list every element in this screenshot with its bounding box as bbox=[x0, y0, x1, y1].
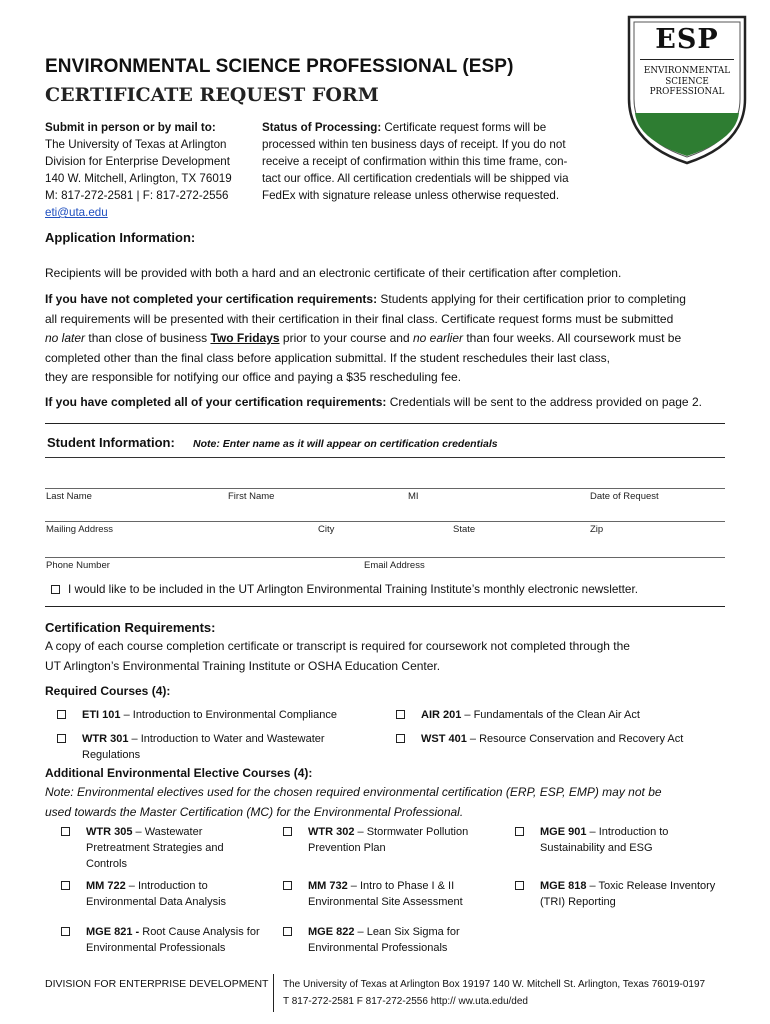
course-checkbox[interactable] bbox=[61, 881, 70, 890]
page-title: ENVIRONMENTAL SCIENCE PROFESSIONAL (ESP) bbox=[45, 56, 514, 77]
p2-c-1: than close of business bbox=[85, 331, 211, 345]
elective-heading: Additional Environmental Elective Courses (4): bbox=[45, 766, 313, 780]
course-title: – Introduction to Environmental Compliance bbox=[120, 709, 337, 721]
logo-abbr: ESP bbox=[655, 24, 719, 55]
course-eti-101[interactable] bbox=[57, 707, 377, 725]
course-title-2: Environmental Professionals bbox=[86, 942, 226, 954]
section-divider bbox=[45, 423, 725, 424]
application-p1: Recipients will be provided with both a hard and an electronic certificate of their certification after completion. bbox=[45, 266, 622, 280]
course-checkbox[interactable] bbox=[396, 734, 405, 743]
newsletter-option[interactable] bbox=[51, 582, 638, 596]
p2-a: Students applying for their certification prior to completing bbox=[377, 292, 686, 306]
p2-c-it2: no earlier bbox=[412, 331, 464, 345]
requirements-heading: Certification Requirements: bbox=[45, 620, 216, 635]
status-line: FedEx with signature release unless otherwise requested. bbox=[262, 189, 560, 202]
course-wtr-305[interactable] bbox=[61, 824, 266, 874]
newsletter-label: I would like to be included in the UT Arlington Environmental Training Institute’s monthly electronic newsletter. bbox=[68, 582, 639, 596]
footer-divider bbox=[273, 974, 274, 1012]
course-code: WTR 305 bbox=[86, 826, 133, 838]
course-code: ETI 101 bbox=[82, 709, 121, 721]
p3-bold: If you have completed all of your certification requirements: bbox=[45, 395, 387, 409]
course-code: MGE 821 - bbox=[86, 926, 140, 938]
student-heading: Student Information: bbox=[47, 435, 175, 450]
course-title-2: Prevention Plan bbox=[308, 842, 386, 854]
status-line: processed within ten business days of receipt. If you do not bbox=[262, 138, 566, 151]
course-title-2: (TRI) Reporting bbox=[540, 896, 616, 908]
course-air-201[interactable] bbox=[396, 707, 716, 725]
course-code: MGE 822 bbox=[308, 926, 355, 938]
address-line bbox=[45, 521, 725, 522]
course-title: Root Cause Analysis for bbox=[139, 926, 260, 938]
section-divider bbox=[45, 606, 725, 607]
p2-c-it1: no later bbox=[45, 331, 86, 345]
course-title-2: Environmental Site Assessment bbox=[308, 896, 463, 908]
course-wtr-302[interactable] bbox=[283, 824, 503, 858]
course-checkbox[interactable] bbox=[515, 881, 524, 890]
course-title-3: Controls bbox=[86, 858, 127, 870]
logo-divider bbox=[640, 59, 734, 60]
status-heading: Status of Processing: bbox=[262, 121, 382, 134]
logo-line3: PROFESSIONAL bbox=[649, 87, 725, 97]
esp-logo bbox=[626, 14, 748, 166]
course-code: WTR 301 bbox=[82, 733, 129, 745]
p2-c-underline: Two Fridays bbox=[210, 331, 280, 345]
mi-label: MI bbox=[408, 491, 419, 502]
course-checkbox[interactable] bbox=[283, 881, 292, 890]
course-title: – Introduction to Water and Wastewater bbox=[128, 733, 325, 745]
status-line: Certificate request forms will be bbox=[384, 121, 547, 134]
elective-note-2: used towards the Master Certification (MC) for the Environmental Professional. bbox=[45, 805, 464, 819]
status-line: receive a receipt of confirmation within this time frame, con- bbox=[262, 155, 568, 168]
submit-heading: Submit in person or by mail to: bbox=[45, 121, 216, 134]
submit-line: 140 W. Mitchell, Arlington, TX 76019 bbox=[45, 172, 232, 185]
footer-left: DIVISION FOR ENTERPRISE DEVELOPMENT bbox=[45, 978, 269, 990]
footer-right bbox=[283, 976, 705, 1010]
course-checkbox[interactable] bbox=[57, 710, 66, 719]
newsletter-checkbox[interactable] bbox=[51, 585, 60, 594]
course-title: – Lean Six Sigma for bbox=[354, 926, 460, 938]
required-heading: Required Courses (4): bbox=[45, 684, 171, 698]
elective-note-1: Note: Environmental electives used for the chosen required environmental certification (ERP, ESP, EMP) may not be bbox=[45, 785, 662, 799]
logo-line2: SCIENCE bbox=[665, 76, 709, 87]
course-mge-822[interactable] bbox=[283, 924, 503, 958]
p3-text: Credentials will be sent to the address provided on page 2. bbox=[386, 395, 702, 409]
course-wst-401[interactable] bbox=[396, 731, 726, 749]
p2-c-3: than four weeks. All coursework must be bbox=[463, 331, 682, 345]
name-line bbox=[45, 488, 725, 489]
course-code: MGE 818 bbox=[540, 880, 587, 892]
course-code: AIR 201 bbox=[421, 709, 462, 721]
course-code: MGE 901 bbox=[540, 826, 587, 838]
submit-line: M: 817-272-2581 | F: 817-272-2556 bbox=[45, 189, 229, 202]
course-title-2: Pretreatment Strategies and bbox=[86, 842, 224, 854]
course-wtr-301[interactable] bbox=[57, 731, 377, 765]
phone-label: Phone Number bbox=[46, 560, 110, 571]
course-checkbox[interactable] bbox=[515, 827, 524, 836]
course-checkbox[interactable] bbox=[396, 710, 405, 719]
logo-line1: ENVIRONMENTAL bbox=[643, 66, 731, 76]
course-mm-722[interactable] bbox=[61, 878, 266, 912]
course-title: – Introduction to bbox=[125, 880, 208, 892]
student-note: Note: Enter name as it will appear on certification credentials bbox=[193, 438, 498, 450]
p2-d: completed other than the final class before application submittal. If the student reschedules their last class, bbox=[45, 350, 610, 365]
course-mm-732[interactable] bbox=[283, 878, 503, 912]
mailing-label: Mailing Address bbox=[46, 524, 114, 535]
course-code: WST 401 bbox=[421, 733, 467, 745]
course-mge-821[interactable] bbox=[61, 924, 276, 958]
submit-line: Division for Enterprise Development bbox=[45, 155, 230, 168]
logo-text bbox=[626, 66, 748, 98]
course-title-2: Regulations bbox=[82, 749, 141, 761]
p2-e: they are responsible for notifying our office and paying a $35 rescheduling fee. bbox=[45, 370, 462, 384]
course-mge-818[interactable] bbox=[515, 878, 740, 912]
course-mge-901[interactable] bbox=[515, 824, 735, 858]
course-checkbox[interactable] bbox=[61, 927, 70, 936]
first-name-label: First Name bbox=[228, 491, 275, 502]
zip-label: Zip bbox=[590, 524, 604, 535]
application-p3 bbox=[45, 393, 702, 413]
heading-underline bbox=[45, 457, 725, 458]
course-title: – Intro to Phase I & II bbox=[347, 880, 455, 892]
submit-line: The University of Texas at Arlington bbox=[45, 138, 227, 151]
course-checkbox[interactable] bbox=[57, 734, 66, 743]
course-checkbox[interactable] bbox=[283, 827, 292, 836]
requirements-p2: UT Arlington’s Environmental Training Institute or OSHA Education Center. bbox=[45, 659, 441, 673]
state-label: State bbox=[453, 524, 476, 535]
submit-block bbox=[45, 119, 260, 221]
last-name-label: Last Name bbox=[46, 491, 92, 502]
course-title-2: Sustainability and ESG bbox=[540, 842, 653, 854]
course-title: – Introduction to bbox=[586, 826, 669, 838]
application-p2 bbox=[45, 290, 735, 388]
course-title: – Stormwater Pollution bbox=[354, 826, 469, 838]
course-title: – Toxic Release Inventory bbox=[586, 880, 716, 892]
course-code: WTR 302 bbox=[308, 826, 355, 838]
course-checkbox[interactable] bbox=[61, 827, 70, 836]
city-label: City bbox=[318, 524, 335, 535]
course-title: – Wastewater bbox=[132, 826, 203, 838]
p2-bold: If you have not completed your certification requirements: bbox=[45, 292, 378, 306]
p2-b: all requirements will be presented with their certification in their final class. Certificate request forms must be submitted bbox=[45, 311, 674, 326]
status-line: tact our office. All certification credentials will be shipped via bbox=[262, 172, 569, 185]
email-label: Email Address bbox=[364, 560, 425, 571]
footer-contact: T 817-272-2581 F 817-272-2556 http:// ww.uta.edu/ded bbox=[283, 996, 528, 1007]
p2-c-2: prior to your course and bbox=[279, 331, 413, 345]
course-title: – Resource Conservation and Recovery Act bbox=[466, 733, 684, 745]
phone-line bbox=[45, 557, 725, 558]
course-checkbox[interactable] bbox=[283, 927, 292, 936]
page-subtitle: CERTIFICATE REQUEST FORM bbox=[45, 84, 379, 106]
course-title: – Fundamentals of the Clean Air Act bbox=[461, 709, 640, 721]
course-code: MM 732 bbox=[308, 880, 348, 892]
footer-address: The University of Texas at Arlington Box 19197 140 W. Mitchell St. Arlington, Texas 76019-0197 bbox=[283, 979, 706, 990]
requirements-p1: A copy of each course completion certificate or transcript is required for coursework not completed through the bbox=[45, 639, 630, 653]
course-code: MM 722 bbox=[86, 880, 126, 892]
course-title-2: Environmental Data Analysis bbox=[86, 896, 227, 908]
course-title-2: Environmental Professionals bbox=[308, 942, 448, 954]
email-link[interactable]: eti@uta.edu bbox=[45, 206, 108, 219]
application-heading: Application Information: bbox=[45, 230, 196, 245]
date-label: Date of Request bbox=[590, 491, 659, 502]
status-block bbox=[262, 119, 622, 204]
